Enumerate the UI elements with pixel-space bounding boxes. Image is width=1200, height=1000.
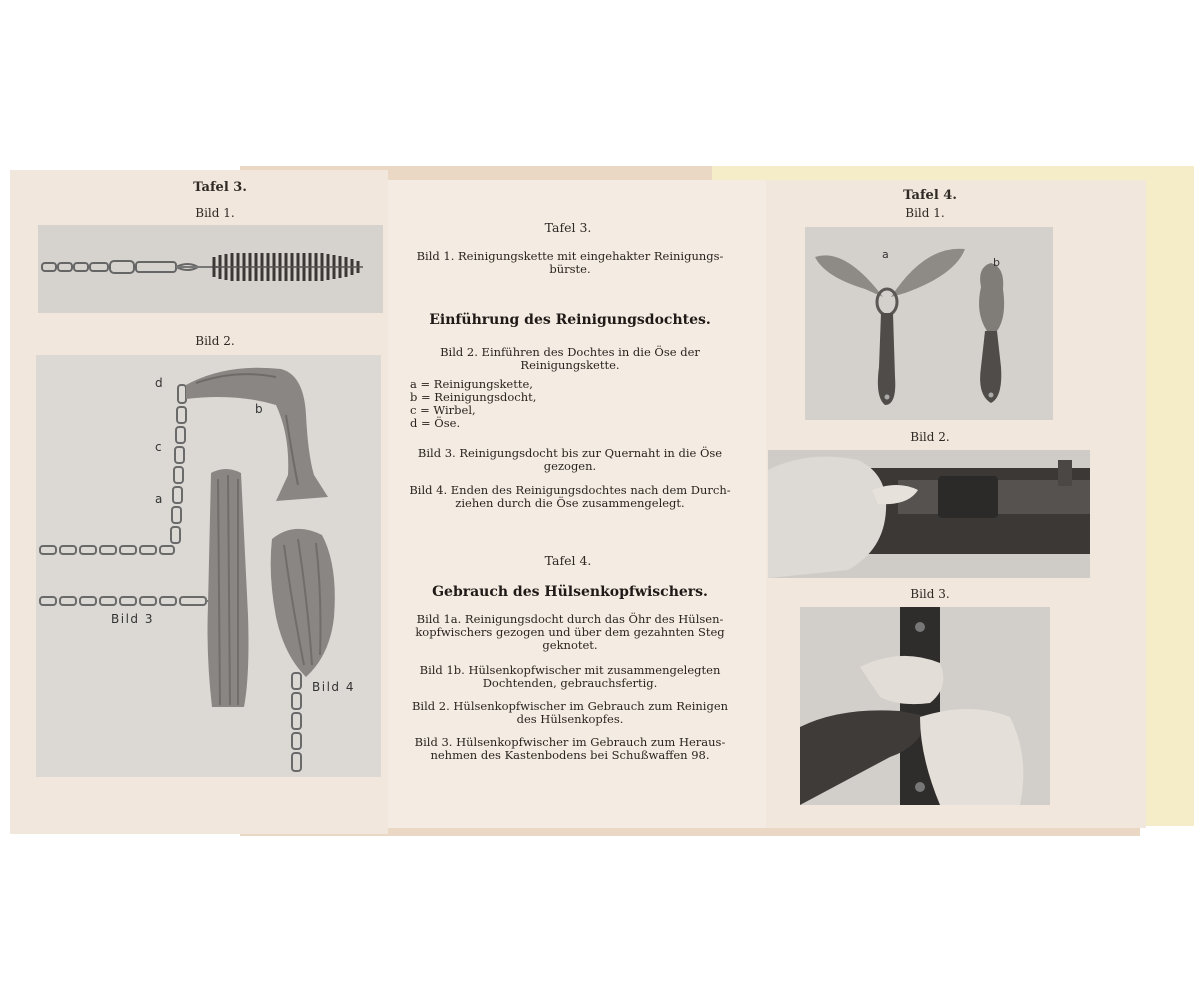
text-line: Bild 3. Reinigungsdocht bis zur Quernaht in die Öse (417, 446, 723, 460)
mid-bild3-text (398, 447, 742, 473)
fig1-label-a: a (882, 248, 889, 261)
right-page-title: Tafel 4. (903, 188, 957, 203)
rifle-cleaning-photo (768, 450, 1090, 578)
fig2-label-d: d (155, 376, 163, 390)
text-line: Bild 2. Einführen des Dochtes in die Öse der (440, 345, 700, 359)
text-line: gezogen. (543, 459, 597, 473)
magazine-floorplate-photo (800, 607, 1050, 805)
left-page-title: Tafel 3. (193, 180, 247, 195)
text-line: Bild 1a. Reinigungsdocht durch das Öhr des Hülsen- (416, 612, 724, 626)
bild4-label: Bild 4 (312, 680, 355, 694)
fig2-label-a: a (155, 492, 163, 506)
mid-bild1b-text (398, 664, 742, 690)
section1-heading: Einführung des Reinigungsdochtes. (429, 312, 711, 328)
bild3-label: Bild 3 (111, 612, 154, 626)
text-line: Bild 1b. Hülsenkopfwischer mit zusammengelegten (419, 663, 721, 677)
legend-item: b = Reinigungsdocht, (410, 390, 537, 404)
text-line: bürste. (549, 262, 591, 276)
mid-tafel3-title: Tafel 3. (544, 220, 592, 235)
section2-heading: Gebrauch des Hülsenkopfwischers. (432, 584, 708, 600)
fig2-label-c: c (155, 440, 162, 454)
text-line: Bild 3. Hülsenkopfwischer im Gebrauch zum Heraus- (414, 735, 726, 749)
text-line: kopfwischers gezogen und über dem gezahnten Steg (415, 625, 725, 639)
legend-item: a = Reinigungskette, (410, 377, 533, 391)
right-fig2-caption: Bild 2. (910, 430, 950, 444)
text-line: des Hülsenkopfes. (516, 712, 624, 726)
right-fig1-caption: Bild 1. (905, 206, 945, 220)
fig1-label-b: b (993, 256, 1000, 269)
mid-bild1a-text (398, 613, 742, 652)
mid-bild2-text (398, 346, 742, 372)
text-line: Dochtenden, gebrauchsfertig. (482, 676, 658, 690)
fig2-label-b: b (255, 402, 263, 416)
right-fig3-caption: Bild 3. (910, 587, 950, 601)
text-line: Bild 4. Enden des Reinigungsdochtes nach dem Durch- (409, 483, 731, 497)
text-line: geknotet. (542, 638, 598, 652)
text-line: ziehen durch die Öse zusammengelegt. (455, 496, 685, 510)
text-line: nehmen des Kastenbodens bei Schußwaffen 98. (430, 748, 710, 762)
chain-brush-photo (38, 225, 383, 313)
text-line: Bild 1. Reinigungskette mit eingehakter Reinigungs- (416, 249, 724, 263)
legend-item: d = Öse. (410, 416, 461, 430)
left-fig2-caption: Bild 2. (195, 334, 235, 348)
case-wiper-photo (805, 227, 1053, 420)
mid-bild4-text (398, 484, 742, 510)
mid-bild1-text (398, 250, 742, 276)
mid-bild2b-text (398, 700, 742, 726)
mid-bild3b-text (398, 736, 742, 762)
text-line: Reinigungskette. (520, 358, 620, 372)
text-line: Bild 2. Hülsenkopfwischer im Gebrauch zum Reinigen (411, 699, 729, 713)
mid-tafel4-title: Tafel 4. (544, 553, 592, 568)
left-fig1-caption: Bild 1. (195, 206, 235, 220)
legend-list (410, 378, 536, 430)
legend-item: c = Wirbel, (410, 403, 476, 417)
wick-chain-photo (36, 355, 381, 777)
